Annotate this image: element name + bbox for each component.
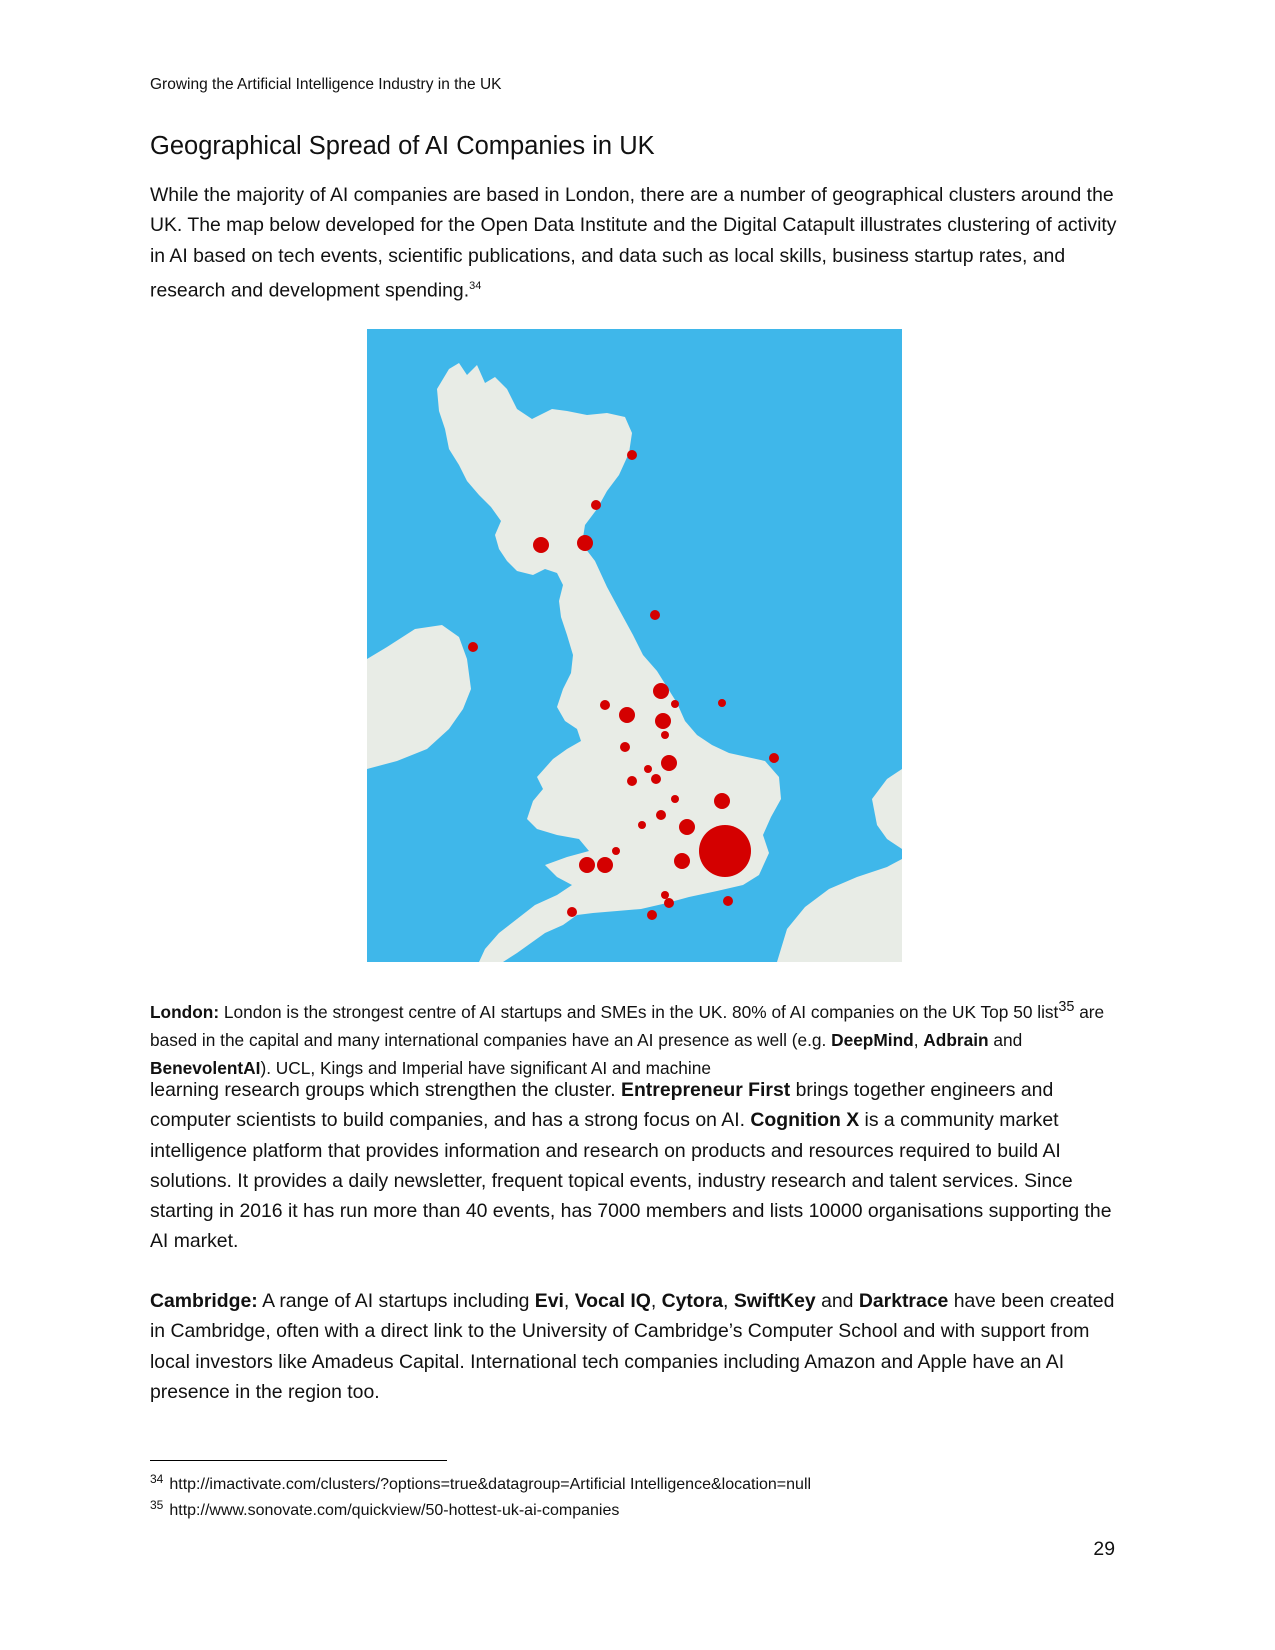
section-title: Geographical Spread of AI Companies in UK bbox=[150, 132, 655, 160]
cluster-marker-minor bbox=[671, 795, 679, 803]
london-text-3: ). UCL, Kings and Imperial have significant AI and machine bbox=[260, 1057, 711, 1078]
cluster-marker-cardiff bbox=[579, 857, 595, 873]
cambridge-label: Cambridge: bbox=[150, 1290, 258, 1312]
cluster-marker-glasgow bbox=[533, 537, 549, 553]
cluster-marker-nottingham bbox=[661, 755, 677, 771]
footnote-link[interactable]: http://www.sonovate.com/quickview/50-hottest-uk-ai-companies bbox=[169, 1502, 620, 1519]
cluster-marker-birmingham bbox=[627, 776, 637, 786]
cluster-marker-norwich bbox=[769, 753, 779, 763]
london-text-5: brings together engineers and computer scientists to build companies, and has a strong focus on AI. bbox=[150, 1079, 1054, 1132]
company-entrepreneur-first: Entrepreneur First bbox=[621, 1079, 791, 1101]
cluster-marker-minor bbox=[661, 731, 669, 739]
cluster-marker-bristol bbox=[597, 857, 613, 873]
cluster-marker-newcastle bbox=[650, 610, 660, 620]
cluster-marker-minor bbox=[612, 847, 620, 855]
sep: , bbox=[913, 1029, 924, 1050]
company-benevolentai: BenevolentAI bbox=[150, 1057, 261, 1078]
cluster-marker-minor bbox=[671, 700, 679, 708]
cluster-marker-minor bbox=[620, 742, 630, 752]
cluster-marker-oxford bbox=[679, 819, 695, 835]
cambridge-text-1: A range of AI startups including bbox=[257, 1290, 535, 1312]
company-deepmind: DeepMind bbox=[831, 1029, 914, 1050]
sep: , bbox=[563, 1290, 575, 1312]
map-svg bbox=[367, 329, 902, 962]
cluster-marker-reading bbox=[674, 853, 690, 869]
footnote-divider bbox=[150, 1460, 447, 1461]
sep: , bbox=[723, 1290, 734, 1312]
cambridge-paragraph bbox=[150, 1286, 1125, 1407]
cluster-marker-minor bbox=[644, 765, 652, 773]
company-darktrace: Darktrace bbox=[858, 1290, 949, 1312]
company-swiftkey: SwiftKey bbox=[733, 1290, 816, 1312]
company-cognition-x: Cognition X bbox=[750, 1109, 860, 1132]
london-paragraph-part1 bbox=[150, 993, 1125, 1082]
cluster-marker-minor bbox=[600, 700, 610, 710]
cluster-marker-minor bbox=[647, 910, 657, 920]
footnote-number: 34 bbox=[150, 1472, 164, 1486]
intro-text: While the majority of AI companies are based in London, there are a number of geographical clusters around the UK. The map below developed for the Open Data Institute and the Digital Catapult illustrates clustering of activity in AI based on tech events, scientific publications, and data such as local skills, business startup rates, and research and development spending. bbox=[150, 184, 1117, 302]
cluster-marker-london bbox=[699, 825, 751, 877]
cambridge-text-2: have been created in Cambridge, often with a direct link to the University of Cambridge’s Computer School and with support from local investors like Amadeus Capital. International tech companies including Amazon and Apple have an AI presence in the region too. bbox=[150, 1290, 1115, 1403]
cluster-marker-exeter bbox=[567, 907, 577, 917]
cluster-marker-minor bbox=[638, 821, 646, 829]
cluster-marker-dundee bbox=[591, 500, 601, 510]
london-label: London: bbox=[150, 1001, 220, 1022]
footnote-35 bbox=[150, 1498, 619, 1520]
sep: and bbox=[988, 1029, 1023, 1050]
cluster-marker-brighton bbox=[723, 896, 733, 906]
footnote-link[interactable]: http://imactivate.com/clusters/?options=true&datagroup=Artificial Intelligence&location=null bbox=[169, 1476, 812, 1493]
cluster-marker-minor bbox=[718, 699, 726, 707]
cluster-marker-minor bbox=[661, 891, 669, 899]
sep: and bbox=[815, 1290, 859, 1312]
cluster-marker-cambridge bbox=[714, 793, 730, 809]
cluster-marker-minor bbox=[656, 810, 666, 820]
cluster-marker-manchester bbox=[619, 707, 635, 723]
company-adbrain: Adbrain bbox=[923, 1029, 989, 1050]
company-evi: Evi bbox=[534, 1290, 564, 1312]
footnote-ref-35[interactable]: 35 bbox=[1058, 999, 1075, 1015]
cluster-marker-aberdeen bbox=[627, 450, 637, 460]
footnote-34 bbox=[150, 1472, 811, 1494]
london-paragraph-part2 bbox=[150, 1075, 1125, 1257]
cluster-marker-belfast bbox=[468, 642, 478, 652]
running-header: Growing the Artificial Intelligence Industry in the UK bbox=[150, 76, 502, 93]
london-text-2: are based in the capital and many international companies have an AI presence as well (e.g. bbox=[150, 1001, 1105, 1050]
cluster-marker-sheffield bbox=[655, 713, 671, 729]
sep: , bbox=[650, 1290, 662, 1312]
intro-paragraph bbox=[150, 180, 1125, 306]
footnote-ref-34[interactable]: 34 bbox=[469, 279, 482, 292]
company-vocal-iq: Vocal IQ bbox=[574, 1290, 651, 1312]
footnote-number: 35 bbox=[150, 1498, 164, 1512]
page-number: 29 bbox=[1093, 1538, 1115, 1560]
london-text-4: learning research groups which strengthen the cluster. bbox=[150, 1079, 622, 1101]
uk-ai-cluster-map bbox=[367, 329, 902, 962]
company-cytora: Cytora bbox=[661, 1290, 724, 1312]
cluster-marker-leeds bbox=[653, 683, 669, 699]
cluster-marker-southampton bbox=[664, 898, 674, 908]
cluster-marker-edinburgh bbox=[577, 535, 593, 551]
cluster-marker-minor bbox=[651, 774, 661, 784]
london-text-6: is a community market intelligence platform that provides information and research on products and resources required to build AI solutions. It provides a daily newsletter, frequent topical events, industry research and talent services. Since starting in 2016 it has run more than 40 events, has 7000 members and lists 10000 organisations supporting the AI market. bbox=[150, 1109, 1112, 1253]
london-text-1: London is the strongest centre of AI startups and SMEs in the UK. 80% of AI companies on the UK Top 50 list bbox=[219, 1001, 1059, 1022]
